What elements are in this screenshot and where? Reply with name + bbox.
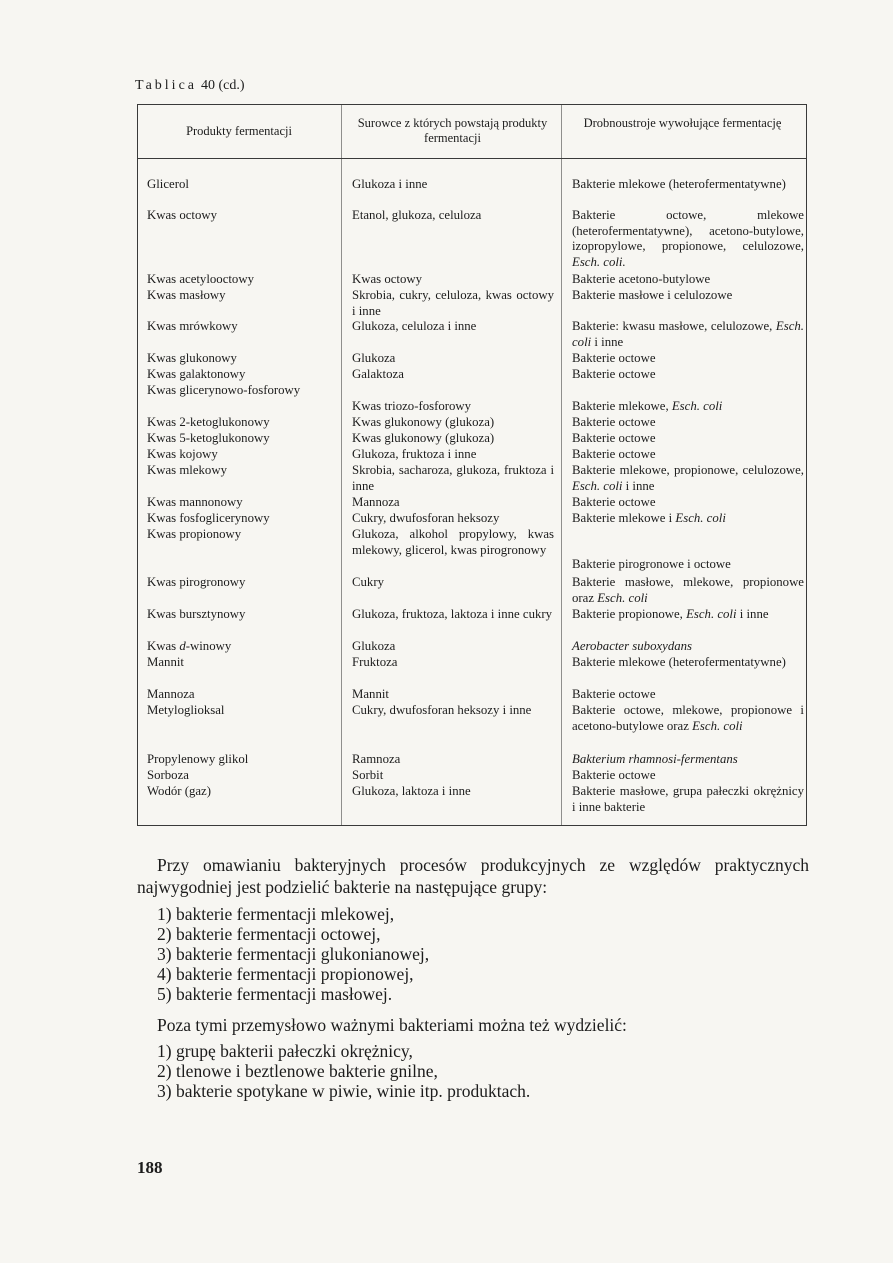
cell-microorganism: Bakterie pirogronowe i octowe bbox=[572, 557, 731, 571]
cell-raw-material: Glukoza, celuloza i inne bbox=[352, 319, 477, 333]
cell-product: Kwas bursztynowy bbox=[147, 607, 246, 621]
cell-raw-material: Glukoza, fruktoza, laktoza i inne cukry bbox=[352, 607, 553, 621]
cell-raw-material: Cukry, dwufosforan heksozy bbox=[352, 511, 500, 525]
cell-microorganism: Bakterie acetono-butylowe bbox=[572, 272, 711, 286]
cell-product: Kwas acetylooctowy bbox=[147, 272, 254, 286]
list-item: 1) grupę bakterii pałeczki okrężnicy, bbox=[157, 1041, 413, 1061]
second-intro-paragraph: Poza tymi przemysłowo ważnymi bakteriami można też wydzielić: bbox=[157, 1015, 627, 1035]
cell-microorganism: Bakterie octowe, mlekowe (heterofermentatywne), acetono-butylowe, izopropylowe, propionowe, celulozowe, Esch. coli. bbox=[572, 208, 804, 270]
cell-raw-material: Fruktoza bbox=[352, 655, 398, 669]
cell-microorganism: Bakterie mlekowe, propionowe, celulozowe, Esch. coli i inne bbox=[572, 463, 804, 493]
cell-raw-material: Glukoza, alkohol propylowy, kwas mlekowy, glicerol, kwas pirogronowy bbox=[352, 527, 554, 557]
cell-microorganism: Bakterie octowe bbox=[572, 768, 656, 782]
table-top-rule bbox=[137, 104, 807, 105]
cell-product: Kwas mlekowy bbox=[147, 463, 227, 477]
cell-microorganism: Bakterie masłowe i celulozowe bbox=[572, 288, 733, 302]
cell-microorganism: Bakterie mlekowe i Esch. coli bbox=[572, 511, 726, 525]
table-title-label: Tablica bbox=[135, 78, 197, 93]
cell-product: Kwas propionowy bbox=[147, 527, 242, 541]
column-divider-2 bbox=[561, 104, 562, 826]
cell-raw-material: Kwas glukonowy (glukoza) bbox=[352, 431, 495, 445]
cell-product: Metyloglioksal bbox=[147, 703, 225, 717]
list-item: 5) bakterie fermentacji masłowej. bbox=[157, 984, 393, 1004]
list-item: 4) bakterie fermentacji propionowej, bbox=[157, 964, 414, 984]
cell-microorganism: Bakterie masłowe, mlekowe, propionowe oraz Esch. coli bbox=[572, 575, 804, 605]
cell-microorganism: Bakterie: kwasu masłowe, celulozowe, Esch. coli i inne bbox=[572, 319, 804, 349]
cell-product: Mannit bbox=[147, 655, 184, 669]
cell-microorganism: Bakterie octowe bbox=[572, 351, 656, 365]
cell-raw-material: Mannit bbox=[352, 687, 389, 701]
cell-product: Kwas mannonowy bbox=[147, 495, 243, 509]
cell-microorganism: Bakterie octowe, mlekowe, propionowe i acetono-butylowe oraz Esch. coli bbox=[572, 703, 804, 733]
table-left-border bbox=[137, 104, 138, 826]
cell-raw-material: Mannoza bbox=[352, 495, 400, 509]
extra-groups-list bbox=[157, 1041, 530, 1101]
cell-product: Sorboza bbox=[147, 768, 189, 782]
cell-product: Kwas d-winowy bbox=[147, 639, 232, 653]
cell-product: Kwas glukonowy bbox=[147, 351, 237, 365]
cell-raw-material: Cukry, dwufosforan heksozy i inne bbox=[352, 703, 532, 717]
cell-microorganism: Bakterie mlekowe (heterofermentatywne) bbox=[572, 177, 786, 191]
cell-product: Kwas fosfoglicerynowy bbox=[147, 511, 270, 525]
cell-raw-material: Kwas triozo-fosforowy bbox=[352, 399, 472, 413]
list-item: 2) bakterie fermentacji octowej, bbox=[157, 924, 381, 944]
table-title-continuation: 40 (cd.) bbox=[201, 78, 245, 93]
cell-raw-material: Glukoza i inne bbox=[352, 177, 428, 191]
cell-microorganism: Bakterium rhamnosi-fermentans bbox=[572, 752, 738, 766]
list-item: 1) bakterie fermentacji mlekowej, bbox=[157, 904, 395, 924]
column-divider-1 bbox=[341, 104, 342, 826]
cell-product: Kwas galaktonowy bbox=[147, 367, 246, 381]
cell-microorganism: Bakterie masłowe, grupa pałeczki okrężnicy i inne bakterie bbox=[572, 784, 804, 814]
bacteria-groups-list bbox=[157, 904, 429, 1004]
cell-microorganism: Bakterie mlekowe (heterofermentatywne) bbox=[572, 655, 786, 669]
cell-raw-material: Glukoza bbox=[352, 639, 396, 653]
cell-product: Kwas pirogronowy bbox=[147, 575, 246, 589]
cell-product: Wodór (gaz) bbox=[147, 784, 211, 798]
cell-raw-material: Skrobia, cukry, celuloza, kwas octowy i inne bbox=[352, 288, 554, 318]
cell-product: Glicerol bbox=[147, 177, 189, 191]
table-header-rule bbox=[137, 158, 807, 159]
cell-product: Kwas octowy bbox=[147, 208, 218, 222]
cell-raw-material: Cukry bbox=[352, 575, 384, 589]
cell-raw-material: Glukoza, laktoza i inne bbox=[352, 784, 471, 798]
list-item: 3) bakterie spotykane w piwie, winie itp. produktach. bbox=[157, 1081, 531, 1101]
cell-microorganism: Bakterie octowe bbox=[572, 687, 656, 701]
page-number: 188 bbox=[137, 1158, 163, 1177]
cell-raw-material: Kwas glukonowy (glukoza) bbox=[352, 415, 495, 429]
table-title bbox=[135, 78, 245, 94]
intro-paragraph: Przy omawianiu bakteryjnych procesów produkcyjnych ze względów praktycznych najwygodniej jest podzielić bakterie na następujące grupy: bbox=[137, 855, 809, 897]
table-bottom-rule bbox=[137, 825, 807, 826]
cell-product: Propylenowy glikol bbox=[147, 752, 249, 766]
cell-product: Kwas 5-ketoglukonowy bbox=[147, 431, 270, 445]
column-header-microorganisms: Drobnoustroje wywołujące fermentację bbox=[583, 116, 782, 130]
cell-microorganism: Bakterie octowe bbox=[572, 367, 656, 381]
cell-raw-material: Skrobia, sacharoza, glukoza, fruktoza i inne bbox=[352, 463, 554, 493]
cell-product: Kwas masłowy bbox=[147, 288, 226, 302]
cell-product: Kwas glicerynowo-fosforowy bbox=[147, 383, 301, 397]
column-header-raw-materials: Surowce z których powstają produkty fermentacji bbox=[357, 116, 548, 145]
cell-raw-material: Galaktoza bbox=[352, 367, 404, 381]
cell-microorganism: Bakterie octowe bbox=[572, 431, 656, 445]
cell-product: Mannoza bbox=[147, 687, 195, 701]
cell-microorganism: Aerobacter suboxydans bbox=[572, 639, 693, 653]
list-item: 3) bakterie fermentacji glukonianowej, bbox=[157, 944, 430, 964]
cell-product: Kwas mrówkowy bbox=[147, 319, 238, 333]
cell-microorganism: Bakterie propionowe, Esch. coli i inne bbox=[572, 607, 769, 621]
cell-raw-material: Glukoza bbox=[352, 351, 396, 365]
cell-product: Kwas kojowy bbox=[147, 447, 218, 461]
cell-raw-material: Sorbit bbox=[352, 768, 384, 782]
cell-raw-material: Etanol, glukoza, celuloza bbox=[352, 208, 482, 222]
cell-raw-material: Ramnoza bbox=[352, 752, 401, 766]
cell-microorganism: Bakterie octowe bbox=[572, 495, 656, 509]
cell-raw-material: Glukoza, fruktoza i inne bbox=[352, 447, 477, 461]
cell-microorganism: Bakterie octowe bbox=[572, 447, 656, 461]
cell-microorganism: Bakterie octowe bbox=[572, 415, 656, 429]
column-header-products: Produkty fermentacji bbox=[186, 124, 292, 138]
cell-product: Kwas 2-ketoglukonowy bbox=[147, 415, 270, 429]
list-item: 2) tlenowe i beztlenowe bakterie gnilne, bbox=[157, 1061, 438, 1081]
table-right-border bbox=[806, 104, 807, 826]
cell-raw-material: Kwas octowy bbox=[352, 272, 423, 286]
cell-microorganism: Bakterie mlekowe, Esch. coli bbox=[572, 399, 723, 413]
